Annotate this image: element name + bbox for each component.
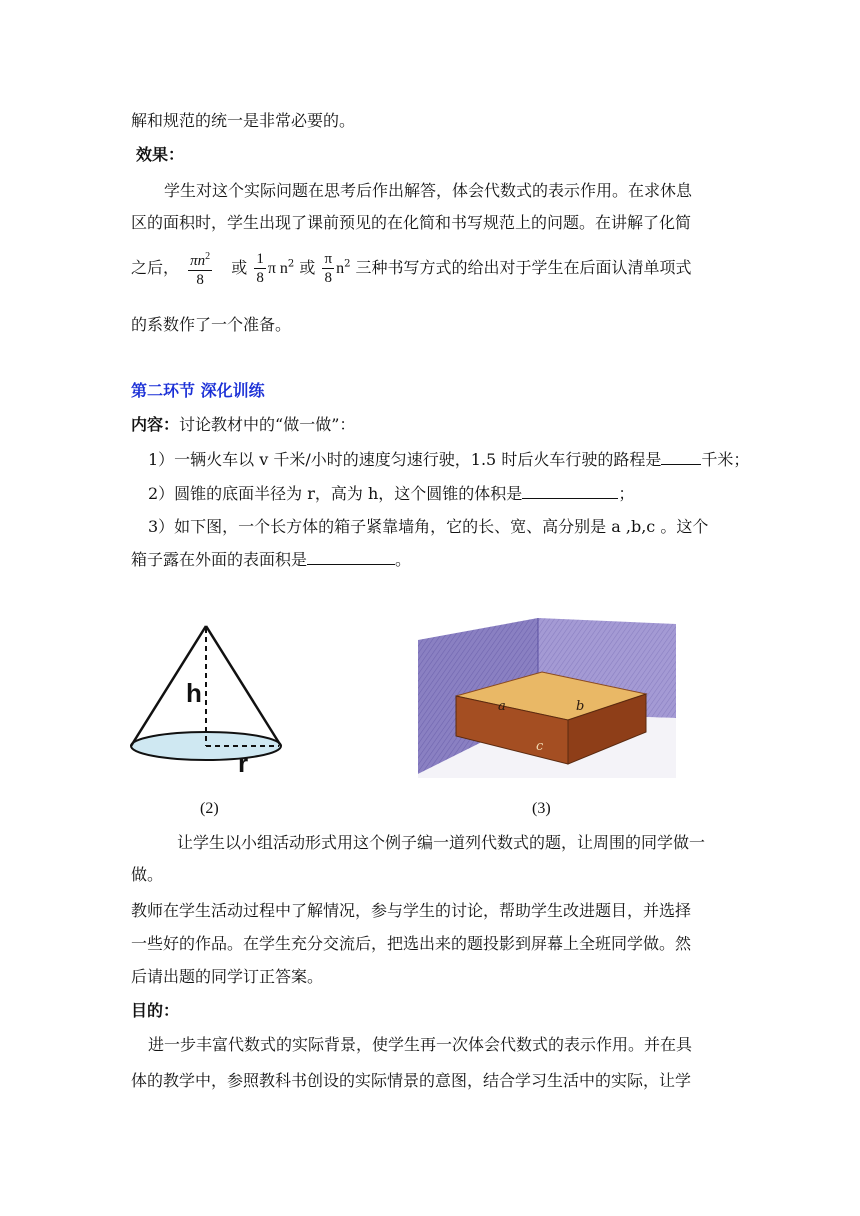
f2-num: 1	[256, 251, 264, 267]
line-p5: 的系数作了一个准备。	[131, 315, 292, 334]
q3-text: 箱子露在外面的表面积是	[131, 550, 308, 569]
box-label-b: b	[576, 699, 585, 714]
q3-end: 。	[395, 550, 412, 569]
line-p11: 进一步丰富代数式的实际背景，使学生再一次体会代数式的表示作用。并在具	[148, 1035, 693, 1054]
f2-tail: π n	[267, 260, 288, 277]
f2-exp: 2	[287, 258, 295, 270]
line-p4	[131, 248, 692, 289]
purpose-label: 目的：	[131, 1001, 180, 1020]
line-p7: 做。	[131, 865, 164, 884]
question-3-cont	[131, 548, 411, 571]
fraction-pi-over-8	[322, 250, 334, 287]
section-heading: 第二环节 深化训练	[131, 381, 265, 400]
q2-text: 2）圆锥的底面半径为 r，高为 h，这个圆锥的体积是	[148, 484, 523, 503]
content-line	[131, 414, 355, 436]
p4-suffix: 三种书写方式的给出对于学生在后面认清单项式	[355, 258, 692, 277]
line-p6: 让学生以小组活动形式用这个例子编一道列代数式的题，让周围的同学做一	[177, 833, 706, 852]
box-figure	[418, 618, 678, 778]
q1-unit: 千米；	[701, 450, 750, 469]
caption-2: (2)	[200, 800, 219, 817]
q2-end: ；	[618, 484, 635, 503]
box-label-c: c	[536, 739, 544, 754]
q3-blank	[307, 548, 395, 565]
question-1	[148, 448, 749, 471]
line-p10: 后请出题的同学订正答案。	[131, 967, 324, 986]
f3-exp: 2	[344, 258, 351, 270]
fraction-1-over-8	[254, 250, 266, 287]
f1-den: 8	[196, 272, 204, 288]
line-p8: 教师在学生活动过程中了解情况，参与学生的讨论，帮助学生改进题目，并选择	[131, 901, 692, 920]
content-label: 内容：	[131, 415, 180, 434]
f3-tail: n	[336, 260, 345, 277]
f2-den: 8	[256, 270, 264, 286]
fraction-pi-n2-over-8	[188, 248, 212, 289]
f3-den: 8	[324, 270, 333, 286]
q2-blank	[522, 482, 618, 499]
cone-side-right	[206, 626, 281, 746]
effect-label: 效果：	[136, 145, 185, 164]
cone-label-r: r	[238, 748, 249, 778]
content-text: 讨论教材中的“做一做”：	[179, 415, 356, 434]
p4-prefix: 之后，	[131, 258, 180, 277]
line-p3: 区的面积时，学生出现了课前预见的在化简和书写规范上的问题。在讲解了化简	[131, 213, 692, 232]
f1-exp: 2	[205, 251, 211, 262]
cone-figure	[126, 622, 286, 778]
cone-label-h: h	[186, 678, 202, 708]
q1-text: 1）一辆火车以 v 千米/小时的速度匀速行驶，1.5 时后火车行驶的路程是	[148, 450, 662, 469]
line-p12: 体的教学中，参照教科书创设的实际情景的意图，结合学习生活中的实际，让学	[131, 1071, 692, 1090]
or-1: 或	[231, 258, 248, 277]
line-p1: 解和规范的统一是非常必要的。	[131, 111, 356, 130]
box-label-a: a	[498, 699, 506, 714]
f3-num: π	[324, 251, 333, 267]
caption-3: (3)	[532, 800, 551, 817]
line-p2: 学生对这个实际问题在思考后作出解答，体会代数式的表示作用。在求休息	[164, 181, 693, 200]
question-2	[148, 482, 634, 505]
line-p9: 一些好的作品。在学生充分交流后，把选出来的题投影到屏幕上全班同学做。然	[131, 934, 692, 953]
or-2: 或	[299, 258, 316, 277]
question-3: 3）如下图，一个长方体的箱子紧靠墙角，它的长、宽、高分别是 a ,b,c 。这个	[148, 517, 709, 536]
q1-blank	[661, 448, 701, 465]
f1-num: πn	[190, 253, 206, 269]
